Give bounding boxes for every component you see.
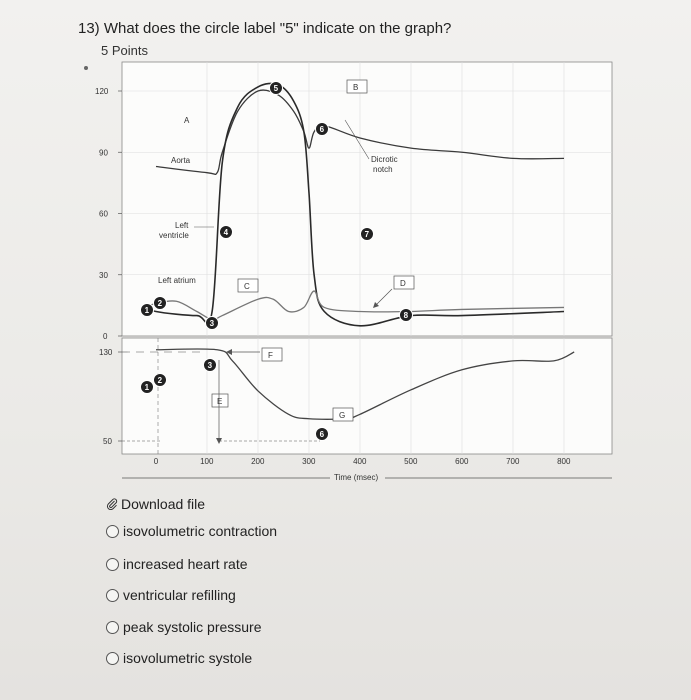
label-b: B xyxy=(353,83,359,92)
y-tick-label: 60 xyxy=(99,209,108,219)
y-tick-label: 120 xyxy=(95,87,109,96)
y-tick-label: 50 xyxy=(103,437,112,446)
option-label: ventricular refilling xyxy=(123,587,236,603)
x-tick-label: 300 xyxy=(302,457,316,466)
y-tick-label: 130 xyxy=(99,348,113,357)
question-points: 5 Points xyxy=(101,43,148,58)
radio-button[interactable] xyxy=(106,589,119,602)
radio-button[interactable] xyxy=(106,621,119,634)
bottom-panel xyxy=(122,338,612,454)
marker-text: 3 xyxy=(207,361,213,370)
radio-button[interactable] xyxy=(106,652,119,665)
option-label: isovolumetric systole xyxy=(123,650,253,666)
label-e: E xyxy=(217,397,223,406)
marker-1 xyxy=(141,304,154,317)
marker-2 xyxy=(154,374,167,387)
marker-text: 1 xyxy=(144,306,150,315)
label-g: G xyxy=(339,411,346,420)
marker-text: 5 xyxy=(273,84,279,93)
label-d: D xyxy=(400,279,406,288)
marker-text: 4 xyxy=(223,228,229,237)
marker-6 xyxy=(316,123,329,136)
radio-button[interactable] xyxy=(106,525,119,538)
x-tick-label: 600 xyxy=(455,457,469,466)
marker-text: 3 xyxy=(209,319,215,328)
label-notch: notch xyxy=(373,165,393,174)
label-left: Left xyxy=(175,221,189,230)
download-label: Download file xyxy=(121,496,206,512)
x-tick-label: 200 xyxy=(251,457,265,466)
option-3[interactable] xyxy=(106,587,236,603)
marker-text: 8 xyxy=(403,311,409,320)
x-tick-label: 800 xyxy=(557,457,571,466)
y-tick-label: 30 xyxy=(99,270,108,280)
marker-6 xyxy=(316,428,329,441)
download-file-link[interactable] xyxy=(106,496,205,512)
marker-3 xyxy=(206,317,219,330)
marker-2 xyxy=(154,297,167,310)
marker-1 xyxy=(141,381,154,394)
x-tick-label: 700 xyxy=(506,457,520,466)
label-ventricle: ventricle xyxy=(159,231,189,240)
x-axis-label: Time (msec) xyxy=(334,473,379,482)
option-4[interactable] xyxy=(106,619,262,635)
question-title: 13) What does the circle label "5" indicate on the graph? xyxy=(78,20,452,37)
option-label: increased heart rate xyxy=(123,556,248,572)
option-5[interactable] xyxy=(106,650,252,666)
option-label: isovolumetric contraction xyxy=(123,523,278,539)
marker-text: 6 xyxy=(319,125,325,134)
x-tick-label: 400 xyxy=(353,457,367,466)
marker-text: 7 xyxy=(364,230,370,239)
marker-text: 1 xyxy=(144,383,150,392)
option-1[interactable] xyxy=(106,523,277,539)
x-tick-label: 0 xyxy=(153,457,159,466)
paperclip-icon xyxy=(106,498,118,510)
x-tick-label: 100 xyxy=(200,457,214,466)
option-2[interactable] xyxy=(106,556,248,572)
marker-7 xyxy=(361,228,374,241)
option-label: peak systolic pressure xyxy=(123,619,262,635)
marker-text: 6 xyxy=(319,430,325,439)
label-dicrotic: Dicrotic xyxy=(371,155,398,164)
label-c: C xyxy=(244,282,250,291)
marker-3 xyxy=(204,359,217,372)
top-panel xyxy=(122,62,612,336)
marker-text: 2 xyxy=(157,299,163,308)
radio-button[interactable] xyxy=(106,558,119,571)
label-a: A xyxy=(184,116,190,125)
marker-4 xyxy=(220,226,233,239)
label-f: F xyxy=(268,351,273,360)
marker-8 xyxy=(400,309,413,322)
y-tick-label: 90 xyxy=(99,148,108,158)
y-tick-label: 0 xyxy=(103,332,108,341)
marker-text: 2 xyxy=(157,376,163,385)
label-left-atrium: Left atrium xyxy=(158,276,196,285)
x-tick-label: 500 xyxy=(404,457,418,466)
marker-5 xyxy=(270,82,283,95)
label-aorta: Aorta xyxy=(171,156,191,165)
